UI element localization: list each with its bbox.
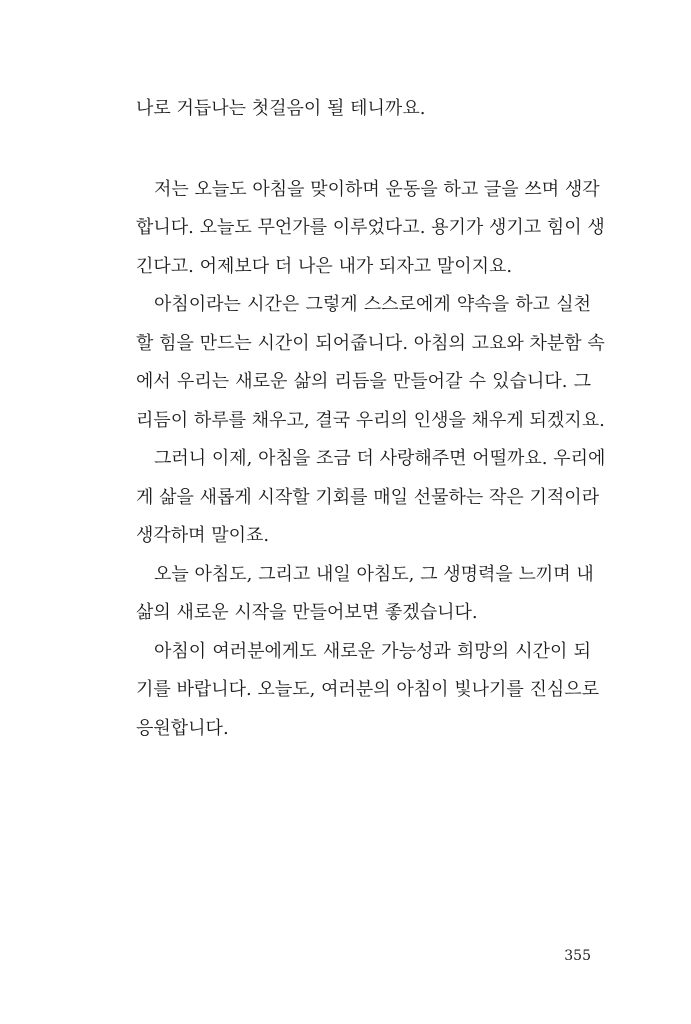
text-line: 나로 거듭나는 첫걸음이 될 테니까요. xyxy=(136,98,426,119)
text-line: 오늘 아침도, 그리고 내일 아침도, 그 생명력을 느끼며 내 xyxy=(154,563,594,585)
text-line: 할 힘을 만드는 시간이 되어줍니다. 아침의 고요와 차분함 속 xyxy=(136,332,605,354)
text-line: 에서 우리는 새로운 삶의 리듬을 만들어갈 수 있습니다. 그 xyxy=(136,371,591,392)
text-line: 합니다. 오늘도 무언가를 이루었다고. 용기가 생기고 힘이 생 xyxy=(136,217,605,238)
page-number: 355 xyxy=(564,948,591,964)
text-line: 리듬이 하루를 채우고, 결국 우리의 인생을 채우게 되겠지요. xyxy=(136,409,605,431)
text-line: 게 삶을 새롭게 시작할 기회를 매일 선물하는 작은 기적이라 xyxy=(136,486,600,508)
text-line: 삶의 새로운 시작을 만들어보면 좋겠습니다. xyxy=(136,602,478,623)
body-text xyxy=(136,90,606,748)
text-line: 응원합니다. xyxy=(136,717,229,739)
text-line: 아침이라는 시간은 그렇게 스스로에게 약속을 하고 실천 xyxy=(154,294,591,315)
text-line: 긴다고. 어제보다 더 나은 내가 되자고 말이지요. xyxy=(136,255,513,277)
paragraph-gap xyxy=(136,129,591,171)
text-line: 그러니 이제, 아침을 조금 더 사랑해주면 어떨까요. 우리에 xyxy=(154,448,606,469)
text-line: 생각하며 말이죠. xyxy=(136,525,270,546)
text-line: 아침이 여러분에게도 새로운 가능성과 희망의 시간이 되 xyxy=(154,640,591,662)
text-line: 저는 오늘도 아침을 맞이하며 운동을 하고 글을 쓰며 생각 xyxy=(154,178,600,200)
text-line: 기를 바랍니다. 오늘도, 여러분의 아침이 빛나기를 진심으로 xyxy=(136,679,600,700)
